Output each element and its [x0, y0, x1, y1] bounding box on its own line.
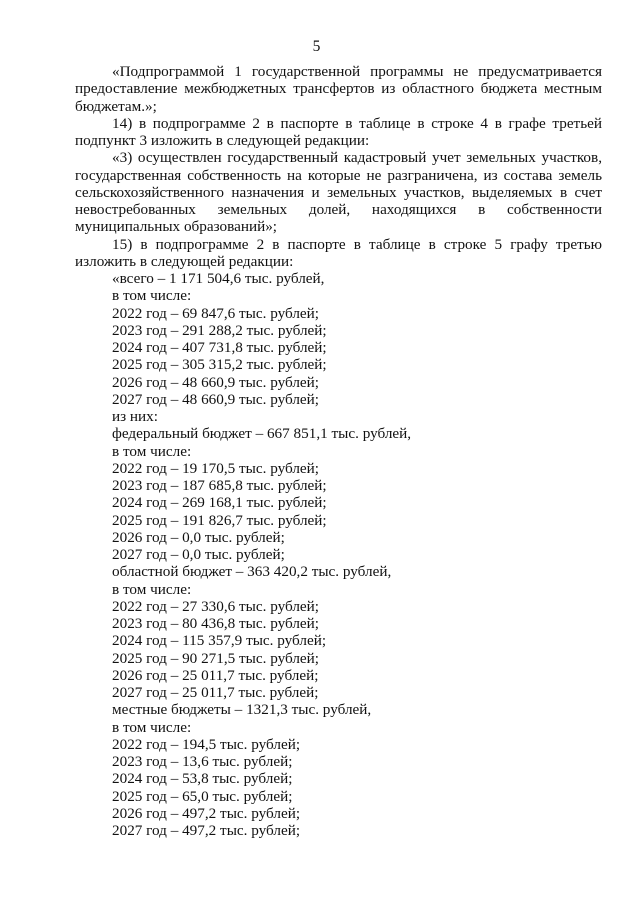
paragraph-line: муниципальных образований»; [75, 218, 278, 236]
funding-line: 2022 год – 27 330,6 тыс. рублей; [112, 597, 320, 615]
funding-line: 2027 год – 48 660,9 тыс. рублей; [112, 390, 320, 408]
paragraph-line: 14) в подпрограмме 2 в паспорте в таблице в строке 4 в графе третьей [112, 114, 602, 132]
funding-line: местные бюджеты – 1321,3 тыс. рублей, [112, 701, 372, 719]
funding-line: 2022 год – 194,5 тыс. рублей; [112, 735, 301, 753]
funding-line: областной бюджет – 363 420,2 тыс. рублей, [112, 563, 392, 581]
funding-line: 2023 год – 80 436,8 тыс. рублей; [112, 615, 320, 632]
paragraph-line: «3) осуществлен государственный кадастровый учет земельных участков, [112, 149, 602, 167]
funding-line: в том числе: [112, 718, 192, 736]
paragraph-line: бюджетам.»; [75, 97, 157, 115]
paragraph-line: сельскохозяйственного назначения и земельных участков, выделяемых в счет [75, 183, 602, 201]
funding-line: 2025 год – 90 271,5 тыс. рублей; [112, 649, 320, 667]
page-number: 5 [312, 38, 321, 55]
funding-line: 2026 год – 25 011,7 тыс. рублей; [112, 666, 319, 684]
funding-line: 2024 год – 269 168,1 тыс. рублей; [112, 494, 327, 512]
funding-line: 2022 год – 19 170,5 тыс. рублей; [112, 459, 320, 477]
paragraph-line: предоставление межбюджетных трансфертов из областного бюджета местным [75, 80, 602, 98]
paragraph-line: изложить в следующей редакции: [75, 252, 294, 270]
funding-line: в том числе: [112, 580, 192, 598]
funding-line: 2025 год – 191 826,7 тыс. рублей; [112, 511, 327, 529]
paragraph-line: «Подпрограммой 1 государственной программы не предусматривается [112, 63, 602, 80]
funding-line: 2027 год – 0,0 тыс. рублей; [112, 546, 285, 563]
funding-line: из них: [112, 408, 158, 425]
funding-line: 2026 год – 0,0 тыс. рублей; [112, 528, 285, 546]
funding-line: 2024 год – 407 731,8 тыс. рублей; [112, 339, 327, 356]
funding-line: в том числе: [112, 287, 192, 305]
funding-line: 2027 год – 497,2 тыс. рублей; [112, 822, 301, 839]
paragraph [75, 149, 602, 235]
funding-line: 2027 год – 25 011,7 тыс. рублей; [112, 684, 319, 701]
funding-line: 2025 год – 305 315,2 тыс. рублей; [112, 356, 327, 374]
paragraph [75, 63, 602, 115]
funding-line: 2023 год – 13,6 тыс. рублей; [112, 753, 293, 770]
funding-line: 2023 год – 187 685,8 тыс. рублей; [112, 477, 327, 494]
funding-line: 2023 год – 291 288,2 тыс. рублей; [112, 321, 327, 339]
funding-line: в том числе: [112, 442, 192, 460]
paragraph-line: 15) в подпрограмме 2 в паспорте в таблице в строке 5 графу третью [112, 235, 602, 253]
funding-line: 2022 год – 69 847,6 тыс. рублей; [112, 304, 320, 322]
funding-line: «всего – 1 171 504,6 тыс. рублей, [112, 270, 325, 287]
funding-line: 2024 год – 53,8 тыс. рублей; [112, 770, 293, 788]
paragraph-line: подпункт 3 изложить в следующей редакции: [75, 132, 370, 149]
document-body [75, 63, 602, 839]
paragraph [75, 236, 602, 271]
paragraph-line: невостребованных земельных долей, находящихся в собственности [75, 201, 602, 218]
funding-line: 2026 год – 48 660,9 тыс. рублей; [112, 373, 320, 391]
funding-line: федеральный бюджет – 667 851,1 тыс. рублей, [112, 425, 412, 443]
funding-line: 2025 год – 65,0 тыс. рублей; [112, 787, 293, 805]
funding-line: 2026 год – 497,2 тыс. рублей; [112, 804, 301, 822]
funding-line: 2024 год – 115 357,9 тыс. рублей; [112, 632, 327, 650]
paragraph-line: государственная собственность на которые не разграничена, из состава земель [75, 166, 602, 184]
paragraph [75, 115, 602, 150]
